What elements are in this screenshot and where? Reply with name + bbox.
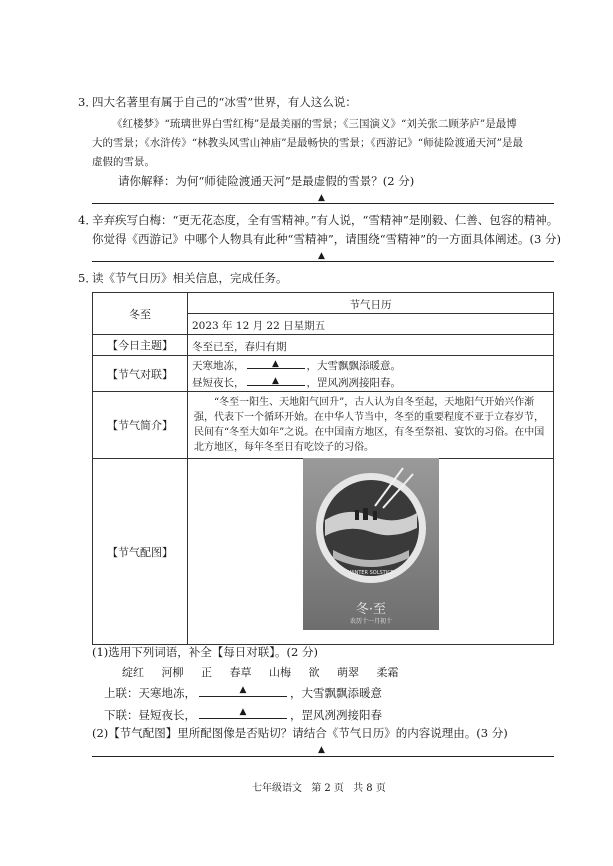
couplet-lower-blank[interactable] — [247, 374, 305, 386]
word-bank-item: 河柳 — [161, 666, 184, 679]
word-bank-item: 柔霜 — [376, 666, 399, 679]
term-name-cell — [93, 293, 188, 335]
poster-caption-small: WINTER SOLSTICE — [348, 570, 394, 576]
poster-title: 冬·至 — [355, 602, 387, 617]
sub1-lower-line — [104, 706, 382, 723]
couplet-upper-blank[interactable] — [247, 357, 305, 369]
page-footer — [252, 779, 386, 794]
word-bank-item: 萌翠 — [337, 666, 359, 679]
word-bank-item: 绽红 — [122, 666, 144, 679]
theme-label: 【今日主题】 — [107, 339, 173, 352]
intro-cell — [188, 392, 554, 459]
lower-label: 下联： — [104, 708, 139, 722]
couplet-lower-end: ，罡风冽冽接阳春。 — [306, 376, 401, 389]
couplet-label-cell — [93, 356, 188, 392]
word-bank-item: 春草 — [229, 666, 252, 679]
q3-answer-line[interactable] — [92, 203, 554, 204]
sub1-prompt: (1)选用下列词语，补全【每日对联】。(2 分) — [92, 645, 318, 659]
lower-end: ，罡风冽冽接阳春 — [290, 708, 382, 722]
term-name: 冬至 — [129, 307, 151, 321]
lower-start: 昼短夜长， — [138, 708, 196, 722]
calendar-date: 2023 年 12 月 22 日星期五 — [192, 320, 326, 332]
lower-blank[interactable] — [199, 706, 287, 719]
theme-cell — [188, 335, 554, 356]
calendar-header-cell — [188, 293, 554, 314]
q3-quote-line1: 《红楼梦》“琉璃世界白雪红梅”是最美丽的雪景；《三国演义》“刘关张二顾茅庐”是最博 — [112, 118, 517, 130]
q4-number: 4． — [78, 213, 97, 227]
footer-page: 第 2 页 — [311, 783, 344, 794]
blank-mark: ▲ — [272, 358, 279, 369]
winter-solstice-poster — [303, 458, 439, 630]
q4-answer-line[interactable] — [92, 261, 554, 262]
image-label-cell — [93, 459, 188, 645]
date-cell — [188, 314, 554, 335]
q4-line1: 辛弃疾写白梅：“更无花态度，全有雪精神。”有人说，“雪精神”是刚毅、仁善、包容的精神。 — [92, 213, 559, 227]
couplet-label: 【节气对联】 — [107, 367, 173, 381]
image-label: 【节气配图】 — [107, 545, 173, 559]
word-bank-item: 欲 — [308, 666, 320, 679]
theme-text: 冬至已至，春归有期 — [192, 341, 287, 353]
word-bank-item: 山梅 — [269, 666, 291, 679]
sub2-prompt: (2)【节气配图】里所配图像是否贴切？请结合《节气日历》的内容说理由。(3 分) — [92, 726, 508, 740]
couplet-upper-end: ，大雪飘飘添暖意。 — [306, 359, 401, 372]
footer-total: 共 8 页 — [353, 783, 386, 794]
upper-label: 上联： — [104, 686, 139, 700]
intro-label: 【节气简介】 — [107, 419, 173, 432]
calendar-header: 节气日历 — [349, 299, 392, 311]
q3-quote-line3: 虚假的雪景。 — [92, 156, 155, 168]
footer-subject: 七年级语文 — [252, 783, 302, 794]
theme-label-cell — [93, 335, 188, 356]
q4-answer-mark: ▲ — [318, 251, 325, 261]
couplet-cell — [188, 356, 554, 392]
couplet-lower-start: 昼短夜长， — [192, 376, 245, 389]
q3-intro: 四大名著里有属于自己的“冰雪”世界，有人这么说： — [92, 95, 357, 109]
blank-mark: ▲ — [272, 375, 279, 386]
couplet-upper — [192, 357, 549, 374]
q3-number: 3． — [78, 95, 97, 109]
q3-answer-mark: ▲ — [318, 193, 325, 203]
q5-number: 5． — [78, 271, 97, 285]
couplet-lower — [192, 374, 549, 391]
poster-subtitle: 农历十一月初十 — [349, 618, 392, 625]
sub2-answer-line[interactable] — [92, 756, 554, 757]
sub1-upper-line — [104, 684, 382, 701]
sub2-answer-mark: ▲ — [318, 745, 325, 755]
q4-line2: 你觉得《西游记》中哪个人物具有此种“雪精神”，请围绕“雪精神”的一方面具体阐述。(3 分) — [92, 232, 561, 246]
couplet-upper-start: 天寒地冻， — [192, 359, 245, 372]
word-bank — [122, 664, 399, 680]
word-bank-item: 正 — [201, 666, 212, 679]
intro-label-cell — [93, 392, 188, 459]
upper-start: 天寒地冻， — [138, 686, 196, 700]
upper-end: ，大雪飘飘添暖意 — [290, 686, 382, 700]
blank-mark: ▲ — [239, 707, 247, 717]
q3-question: 请你解释：为何“师徒险渡通天河”是最虚假的雪景？(2 分) — [118, 174, 415, 188]
q5-intro: 读《节气日历》相关信息，完成任务。 — [92, 271, 288, 285]
upper-blank[interactable] — [199, 684, 287, 697]
q3-quote-line2: 大的雪景；《水浒传》“林教头风雪山神庙”是最畅快的雪景；《西游记》“师徒险渡通天河”是最 — [92, 137, 523, 149]
blank-mark: ▲ — [239, 685, 247, 695]
intro-text: “冬至一阳生、天地阳气回升”，古人认为自冬至起，天地阳气开始兴作渐强，代表下一个循环开始。在中华人节当中，冬至的重要程度不亚于立春岁节，民间有“冬至大如年”之说。在中国南方地区，有冬至祭祖、宴饮的习俗。在中国北方地区，每年冬至日有吃饺子的习俗。 — [194, 397, 545, 453]
